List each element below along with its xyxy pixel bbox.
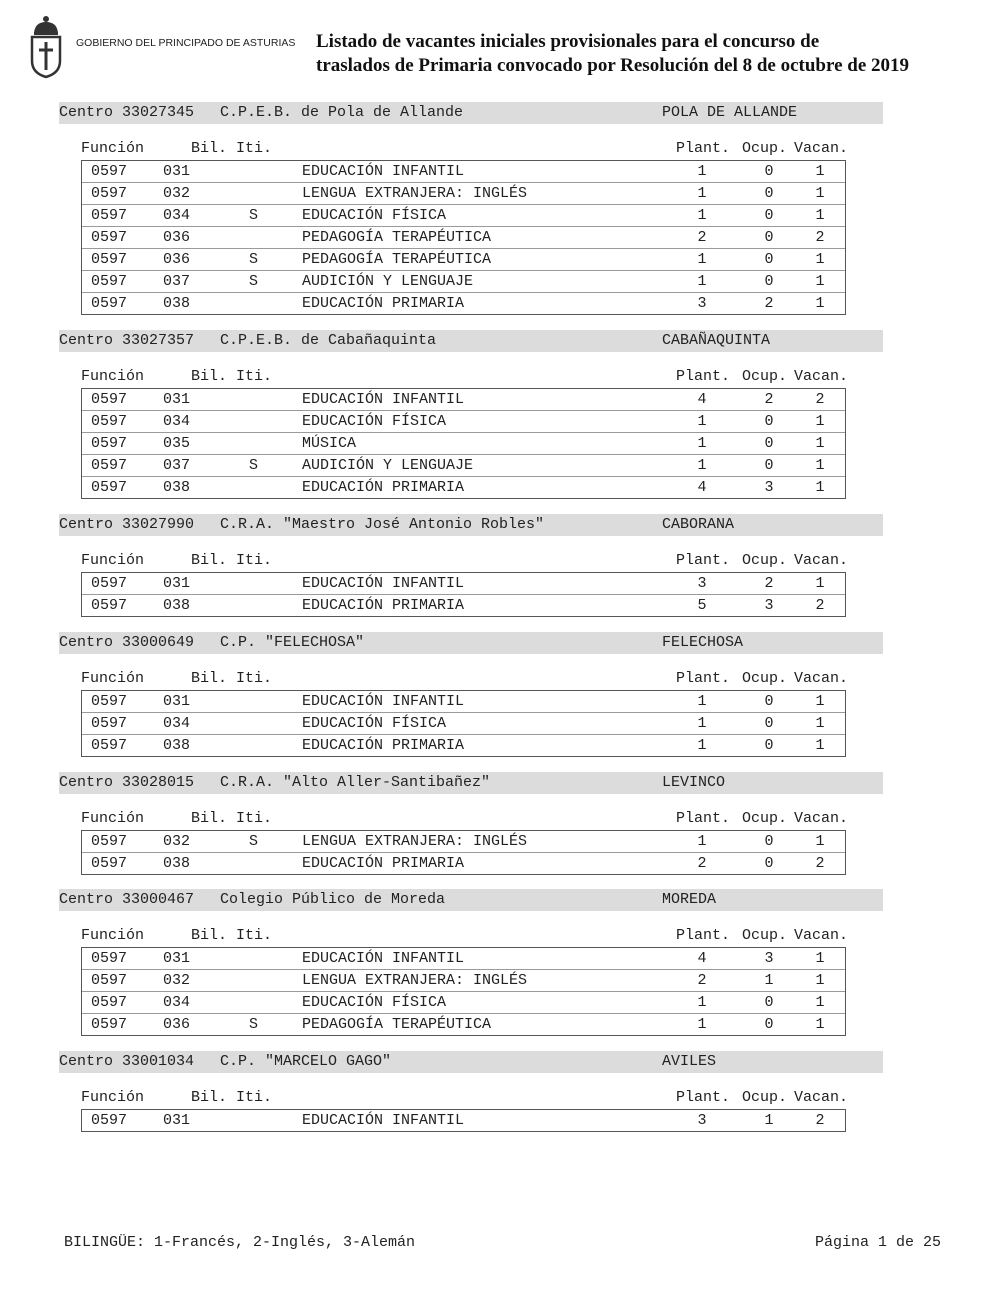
cell-funcion: 0597 [91, 693, 128, 710]
table-row [82, 573, 845, 594]
cell-funcion: 0597 [91, 1112, 128, 1129]
cell-especialidad: LENGUA EXTRANJERA: INGLÉS [302, 833, 528, 850]
cell-ocup: 0 [764, 185, 774, 202]
table-row [82, 991, 845, 1013]
cell-funcion: 0597 [91, 273, 128, 290]
cell-iti: S [249, 1016, 259, 1033]
bilingual-legend: BILINGÜE: 1-Francés, 2-Inglés, 3-Alemán [64, 1234, 416, 1251]
cell-codigo: 037 [163, 457, 191, 474]
cell-ocup: 0 [764, 229, 774, 246]
table-row [82, 182, 845, 204]
column-header-plant: Plant. [676, 140, 731, 157]
cell-plant: 4 [697, 950, 707, 967]
centro-locality: CABORANA [662, 516, 735, 533]
table-row [82, 476, 845, 498]
cell-vacan: 1 [815, 737, 825, 754]
cell-funcion: 0597 [91, 994, 128, 1011]
cell-especialidad: LENGUA EXTRANJERA: INGLÉS [302, 185, 528, 202]
cell-ocup: 1 [764, 972, 774, 989]
centro-code: Centro 33027357 [59, 332, 195, 349]
cell-ocup: 0 [764, 435, 774, 452]
cell-vacan: 1 [815, 295, 825, 312]
cell-codigo: 031 [163, 1112, 191, 1129]
table-row [82, 948, 845, 969]
column-header-iti: Iti. [236, 810, 273, 827]
cell-codigo: 031 [163, 950, 191, 967]
column-header-bil: Bil. [191, 140, 228, 157]
cell-plant: 2 [697, 855, 707, 872]
cell-plant: 1 [697, 457, 707, 474]
centro-code: Centro 33027990 [59, 516, 195, 533]
column-header-ocup: Ocup. [742, 810, 788, 827]
table-row [82, 248, 845, 270]
cell-vacan: 1 [815, 575, 825, 592]
cell-especialidad: EDUCACIÓN PRIMARIA [302, 737, 465, 754]
cell-vacan: 1 [815, 1016, 825, 1033]
cell-vacan: 1 [815, 185, 825, 202]
cell-ocup: 0 [764, 457, 774, 474]
cell-ocup: 1 [764, 1112, 774, 1129]
cell-especialidad: EDUCACIÓN FÍSICA [302, 207, 447, 224]
cell-ocup: 0 [764, 715, 774, 732]
centro-header [59, 772, 883, 794]
cell-vacan: 2 [815, 391, 825, 408]
cell-codigo: 036 [163, 1016, 191, 1033]
cell-ocup: 0 [764, 737, 774, 754]
column-header-plant: Plant. [676, 670, 731, 687]
title-line-2: traslados de Primaria convocado por Resolución del 8 de octubre de 2019 [316, 55, 910, 76]
centro-name: C.P. "MARCELO GAGO" [220, 1053, 392, 1070]
cell-plant: 1 [697, 1016, 707, 1033]
cell-funcion: 0597 [91, 479, 128, 496]
cell-funcion: 0597 [91, 972, 128, 989]
column-header-funcion: Función [81, 670, 145, 687]
column-header-funcion: Función [81, 927, 145, 944]
table-row [82, 204, 845, 226]
table-row [82, 226, 845, 248]
cell-plant: 3 [697, 295, 707, 312]
cell-funcion: 0597 [91, 229, 128, 246]
cell-plant: 1 [697, 163, 707, 180]
cell-plant: 1 [697, 185, 707, 202]
cell-codigo: 031 [163, 163, 191, 180]
cell-ocup: 0 [764, 207, 774, 224]
table-row [82, 161, 845, 182]
table-row [82, 691, 845, 712]
cell-funcion: 0597 [91, 597, 128, 614]
cell-codigo: 038 [163, 597, 191, 614]
cell-especialidad: EDUCACIÓN INFANTIL [302, 163, 465, 180]
column-header-ocup: Ocup. [742, 1089, 788, 1106]
column-header-vacan: Vacan. [794, 552, 849, 569]
centro-locality: POLA DE ALLANDE [662, 104, 798, 121]
cell-vacan: 1 [815, 715, 825, 732]
cell-codigo: 032 [163, 185, 191, 202]
cell-plant: 1 [697, 737, 707, 754]
centro-code: Centro 33000467 [59, 891, 195, 908]
centro-section [59, 889, 883, 1036]
table-row [82, 852, 845, 874]
cell-plant: 1 [697, 994, 707, 1011]
cell-codigo: 038 [163, 295, 191, 312]
cell-ocup: 0 [764, 833, 774, 850]
cell-funcion: 0597 [91, 950, 128, 967]
cell-vacan: 1 [815, 833, 825, 850]
column-headers [59, 138, 883, 160]
cell-especialidad: EDUCACIÓN FÍSICA [302, 715, 447, 732]
cell-funcion: 0597 [91, 457, 128, 474]
column-header-vacan: Vacan. [794, 368, 849, 385]
column-header-funcion: Función [81, 368, 145, 385]
cell-vacan: 1 [815, 251, 825, 268]
centro-section [59, 514, 883, 617]
cell-especialidad: AUDICIÓN Y LENGUAJE [302, 457, 474, 474]
cell-especialidad: EDUCACIÓN PRIMARIA [302, 855, 465, 872]
cell-codigo: 031 [163, 575, 191, 592]
cell-iti: S [249, 457, 259, 474]
asturias-coat-of-arms-icon [29, 13, 63, 79]
column-headers [59, 366, 883, 388]
column-header-bil: Bil. [191, 670, 228, 687]
cell-funcion: 0597 [91, 163, 128, 180]
cell-plant: 2 [697, 972, 707, 989]
cell-ocup: 2 [764, 295, 774, 312]
column-header-iti: Iti. [236, 552, 273, 569]
table-row [82, 410, 845, 432]
cell-plant: 1 [697, 715, 707, 732]
column-header-vacan: Vacan. [794, 927, 849, 944]
cell-ocup: 0 [764, 994, 774, 1011]
column-header-ocup: Ocup. [742, 368, 788, 385]
column-header-funcion: Función [81, 810, 145, 827]
cell-ocup: 0 [764, 693, 774, 710]
government-name: GOBIERNO DEL PRINCIPADO DE ASTURIAS [76, 37, 296, 49]
cell-funcion: 0597 [91, 575, 128, 592]
cell-ocup: 2 [764, 575, 774, 592]
cell-iti: S [249, 251, 259, 268]
column-header-vacan: Vacan. [794, 810, 849, 827]
centro-locality: CABAÑAQUINTA [662, 332, 771, 349]
cell-iti: S [249, 273, 259, 290]
cell-ocup: 0 [764, 273, 774, 290]
centro-header [59, 632, 883, 654]
column-headers [59, 1087, 883, 1109]
cell-funcion: 0597 [91, 391, 128, 408]
cell-plant: 4 [697, 479, 707, 496]
cell-especialidad: EDUCACIÓN INFANTIL [302, 950, 465, 967]
cell-funcion: 0597 [91, 833, 128, 850]
table-row [82, 432, 845, 454]
centro-header [59, 514, 883, 536]
centro-name: Colegio Público de Moreda [220, 891, 446, 908]
cell-vacan: 1 [815, 994, 825, 1011]
cell-plant: 1 [697, 833, 707, 850]
cell-especialidad: MÚSICA [302, 435, 357, 452]
cell-vacan: 1 [815, 972, 825, 989]
cell-plant: 3 [697, 575, 707, 592]
cell-codigo: 038 [163, 479, 191, 496]
centro-name: C.R.A. "Alto Aller-Santibañez" [220, 774, 491, 791]
column-header-funcion: Función [81, 1089, 145, 1106]
column-header-plant: Plant. [676, 552, 731, 569]
cell-especialidad: AUDICIÓN Y LENGUAJE [302, 273, 474, 290]
centro-section [59, 632, 883, 757]
cell-vacan: 1 [815, 413, 825, 430]
cell-especialidad: EDUCACIÓN INFANTIL [302, 391, 465, 408]
cell-vacan: 2 [815, 855, 825, 872]
centro-name: C.R.A. "Maestro José Antonio Robles" [220, 516, 545, 533]
cell-funcion: 0597 [91, 295, 128, 312]
cell-funcion: 0597 [91, 737, 128, 754]
cell-plant: 4 [697, 391, 707, 408]
cell-iti: S [249, 207, 259, 224]
column-header-ocup: Ocup. [742, 670, 788, 687]
page-number: Página 1 de 25 [814, 1234, 941, 1251]
centro-name: C.P.E.B. de Cabañaquinta [220, 332, 437, 349]
cell-codigo: 037 [163, 273, 191, 290]
cell-especialidad: EDUCACIÓN INFANTIL [302, 693, 465, 710]
table-row [82, 292, 845, 314]
vacancies-table [81, 1109, 846, 1132]
table-row [82, 712, 845, 734]
cell-especialidad: PEDAGOGÍA TERAPÉUTICA [302, 229, 492, 246]
cell-plant: 1 [697, 435, 707, 452]
cell-codigo: 032 [163, 972, 191, 989]
cell-codigo: 032 [163, 833, 191, 850]
cell-codigo: 038 [163, 855, 191, 872]
centro-locality: LEVINCO [662, 774, 726, 791]
cell-especialidad: LENGUA EXTRANJERA: INGLÉS [302, 972, 528, 989]
cell-funcion: 0597 [91, 1016, 128, 1033]
column-header-ocup: Ocup. [742, 927, 788, 944]
table-row [82, 454, 845, 476]
cell-plant: 5 [697, 597, 707, 614]
cell-codigo: 031 [163, 391, 191, 408]
column-headers [59, 925, 883, 947]
column-header-plant: Plant. [676, 368, 731, 385]
vacancies-table [81, 947, 846, 1036]
column-header-bil: Bil. [191, 810, 228, 827]
column-header-funcion: Función [81, 552, 145, 569]
column-headers [59, 668, 883, 690]
cell-plant: 1 [697, 273, 707, 290]
centro-header [59, 1051, 883, 1073]
cell-ocup: 3 [764, 950, 774, 967]
cell-funcion: 0597 [91, 855, 128, 872]
vacancies-table [81, 690, 846, 757]
cell-vacan: 2 [815, 229, 825, 246]
column-header-iti: Iti. [236, 368, 273, 385]
cell-especialidad: EDUCACIÓN PRIMARIA [302, 295, 465, 312]
cell-especialidad: EDUCACIÓN INFANTIL [302, 1112, 465, 1129]
cell-iti: S [249, 833, 259, 850]
centro-header [59, 889, 883, 911]
cell-plant: 1 [697, 693, 707, 710]
column-headers [59, 808, 883, 830]
cell-vacan: 1 [815, 950, 825, 967]
vacancies-table [81, 160, 846, 315]
cell-plant: 2 [697, 229, 707, 246]
cell-especialidad: EDUCACIÓN PRIMARIA [302, 479, 465, 496]
cell-codigo: 034 [163, 207, 191, 224]
cell-vacan: 1 [815, 435, 825, 452]
centro-code: Centro 33028015 [59, 774, 195, 791]
cell-funcion: 0597 [91, 435, 128, 452]
column-header-iti: Iti. [236, 670, 273, 687]
cell-ocup: 0 [764, 855, 774, 872]
centro-header [59, 330, 883, 352]
cell-funcion: 0597 [91, 413, 128, 430]
column-header-vacan: Vacan. [794, 1089, 849, 1106]
centro-section [59, 102, 883, 315]
centro-header [59, 102, 883, 124]
centro-name: C.P. "FELECHOSA" [220, 634, 365, 651]
vacancies-table [81, 388, 846, 499]
cell-funcion: 0597 [91, 715, 128, 732]
column-header-vacan: Vacan. [794, 670, 849, 687]
centro-locality: AVILES [662, 1053, 717, 1070]
cell-plant: 3 [697, 1112, 707, 1129]
column-header-funcion: Función [81, 140, 145, 157]
cell-codigo: 034 [163, 715, 191, 732]
cell-codigo: 036 [163, 251, 191, 268]
column-header-plant: Plant. [676, 927, 731, 944]
cell-plant: 1 [697, 207, 707, 224]
table-row [82, 389, 845, 410]
column-header-plant: Plant. [676, 810, 731, 827]
cell-vacan: 2 [815, 597, 825, 614]
column-headers [59, 550, 883, 572]
cell-ocup: 0 [764, 413, 774, 430]
document-title [316, 30, 911, 78]
cell-funcion: 0597 [91, 207, 128, 224]
cell-ocup: 0 [764, 251, 774, 268]
cell-funcion: 0597 [91, 185, 128, 202]
column-header-ocup: Ocup. [742, 552, 788, 569]
cell-especialidad: EDUCACIÓN FÍSICA [302, 413, 447, 430]
table-row [82, 270, 845, 292]
centro-name: C.P.E.B. de Pola de Allande [220, 104, 464, 121]
centro-locality: MOREDA [662, 891, 717, 908]
cell-vacan: 1 [815, 693, 825, 710]
table-row [82, 831, 845, 852]
column-header-vacan: Vacan. [794, 140, 849, 157]
cell-codigo: 036 [163, 229, 191, 246]
table-row [82, 734, 845, 756]
cell-vacan: 1 [815, 163, 825, 180]
column-header-bil: Bil. [191, 1089, 228, 1106]
cell-especialidad: EDUCACIÓN FÍSICA [302, 994, 447, 1011]
cell-codigo: 034 [163, 994, 191, 1011]
cell-ocup: 2 [764, 391, 774, 408]
table-row [82, 1013, 845, 1035]
cell-codigo: 038 [163, 737, 191, 754]
cell-ocup: 0 [764, 163, 774, 180]
column-header-bil: Bil. [191, 368, 228, 385]
column-header-bil: Bil. [191, 552, 228, 569]
column-header-iti: Iti. [236, 1089, 273, 1106]
table-row [82, 594, 845, 616]
cell-vacan: 1 [815, 273, 825, 290]
vacancies-table [81, 830, 846, 875]
cell-especialidad: EDUCACIÓN PRIMARIA [302, 597, 465, 614]
centro-section [59, 330, 883, 499]
column-header-iti: Iti. [236, 927, 273, 944]
column-header-ocup: Ocup. [742, 140, 788, 157]
table-row [82, 969, 845, 991]
cell-vacan: 2 [815, 1112, 825, 1129]
cell-plant: 1 [697, 251, 707, 268]
cell-vacan: 1 [815, 479, 825, 496]
centro-code: Centro 33001034 [59, 1053, 195, 1070]
cell-codigo: 031 [163, 693, 191, 710]
cell-codigo: 035 [163, 435, 191, 452]
cell-plant: 1 [697, 413, 707, 430]
centro-locality: FELECHOSA [662, 634, 744, 651]
cell-especialidad: PEDAGOGÍA TERAPÉUTICA [302, 251, 492, 268]
cell-ocup: 0 [764, 1016, 774, 1033]
cell-especialidad: PEDAGOGÍA TERAPÉUTICA [302, 1016, 492, 1033]
column-header-iti: Iti. [236, 140, 273, 157]
cell-codigo: 034 [163, 413, 191, 430]
centro-code: Centro 33000649 [59, 634, 195, 651]
title-line-1: Listado de vacantes iniciales provisionales para el concurso de [316, 31, 820, 52]
cell-vacan: 1 [815, 207, 825, 224]
cell-vacan: 1 [815, 457, 825, 474]
centro-section [59, 1051, 883, 1132]
centro-code: Centro 33027345 [59, 104, 195, 121]
cell-funcion: 0597 [91, 251, 128, 268]
column-header-bil: Bil. [191, 927, 228, 944]
cell-ocup: 3 [764, 479, 774, 496]
centro-section [59, 772, 883, 875]
column-header-plant: Plant. [676, 1089, 731, 1106]
cell-ocup: 3 [764, 597, 774, 614]
cell-especialidad: EDUCACIÓN INFANTIL [302, 575, 465, 592]
vacancies-table [81, 572, 846, 617]
table-row [82, 1110, 845, 1131]
